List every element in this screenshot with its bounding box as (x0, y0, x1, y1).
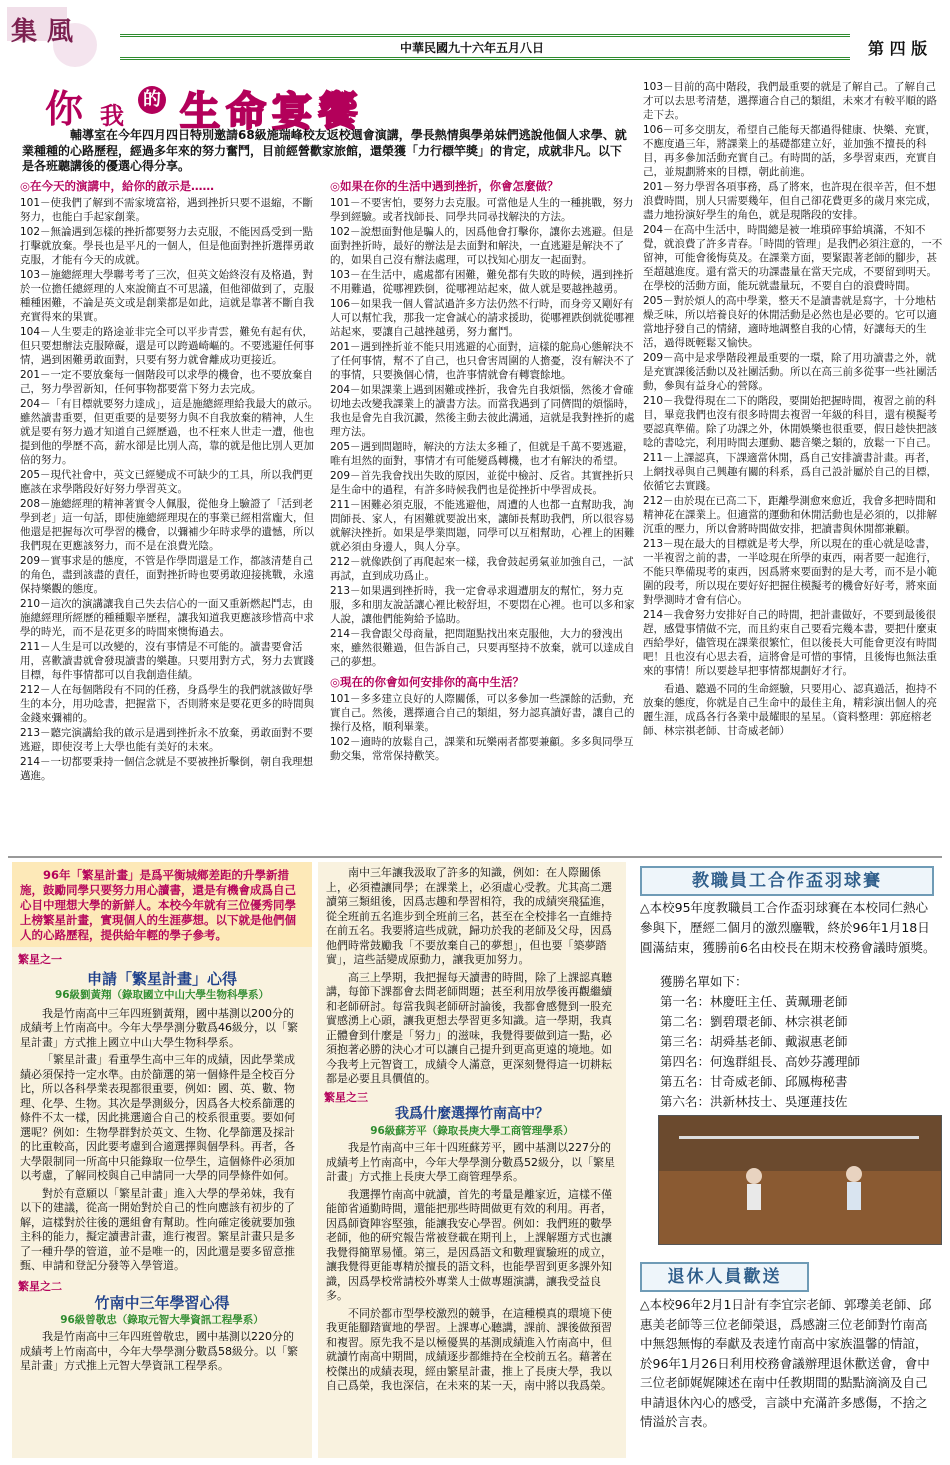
answers-list-2 (330, 196, 635, 669)
answer-entry: 212－由於現在已高二下，距離學測愈來愈近，我會多把時間和精神花在課業上。但適當的運動和休閒活動也是必須的，以排解沉重的壓力，所以會將時間做安排，把讀書與休閒都兼顧。 (643, 495, 937, 535)
feature-column-3 (643, 80, 943, 741)
answer-entry: 209－實事求是的態度，不管是作學問還是工作，都該清楚自己的角色，盡到該盡的責任，面對挫折時也要勇敢迎接挑戰，永遠保持樂觀的態度。 (20, 555, 314, 595)
answer-entry: 209－高中是求學階段裡最重要的一環，除了用功讀書之外，就是充實課後活動以及社團活動。所以在高三前多從事一些社團活動，參與有益身心的營隊。 (643, 352, 937, 392)
feature-column-1 (20, 176, 320, 784)
answers-list-1 (20, 196, 320, 783)
answer-entry: 102－適時的放鬆自己，課業和玩樂兩者都要兼顧。多多與同學互動交集，常常保持歡笑。 (330, 736, 634, 762)
answer-entry: 210－我覺得現在二下的階段，要開始把握時間，複習之前的科目，畢竟我們也沒有很多時間去複習一年級的科目，還有模擬考要認真準備。除了功課之外，休閒娛樂也很重要，假日趁快把該唸的書唸完，利用時間去運動、聽音樂之類的，放鬆一下自己。 (643, 395, 937, 449)
answer-entry: 214－我會跟父母商量，把問題點找出來克服他，大力的發洩出來，雖然很難過，但告訴自己，只要再堅持不放棄，就可以達成自己的夢想。 (330, 628, 635, 668)
answer-entry: 103－目前的高中階段，我們最重要的就是了解自己。了解自己才可以去思考清楚，選擇適合自己的類組，未來才有較平順的路走下去。 (643, 81, 937, 121)
badminton-photo (658, 1115, 942, 1245)
answer-entry: 210－這次的演講讓我自己失去信心的一面又重新燃起鬥志，由施總經理所經歷的種種艱辛歷程，讓我知道我更應該珍惜高中求學的時光，而不是花更多的時間來懊悔過去。 (20, 598, 314, 638)
answer-entry: 201－遇到挫折並不能只用逃避的心面對，這樣的鴕鳥心態解決不了任何事情，幫不了自己，也只會害周圍的人擔憂，沒有解決不了的事情，只要換個心情，也許事情就會有轉寰餘地。 (330, 341, 635, 381)
answer-entry: 214－我會努力安排好自己的時間，把計畫做好，不要到最後很趕，感覺事情做不完，而且約束自己要看完幾本書，要把什麼東西給學好，儘管現在課業很繁忙，但以後長大可能會更沒有時間吧！且也沒有心思去看，這將會是可惜的事情，且後悔也無法重來的事情！所以要趁早把事情都規劃好才行。 (643, 609, 937, 677)
feature-intro: 輔導室在今年四月四日特別邀請68級施瑞峰校友返校週會演講，學長熱情與學弟妹們逃說他個人求學、就業種種的心路歷程，經過多年來的努力奮鬥，目前經營歡家旅館，還榮獲「力行標竿獎」的肯定，成就非凡。以下是各班聽講後的優選心得分享。 (22, 128, 627, 173)
winner-item: 第四名：何逸群組長、高妙芬護理師 (660, 1054, 861, 1069)
question-1-heading: ◎在今天的演講中，給你的啟示是…… (20, 179, 215, 193)
retire-body: △本校96年2月1日計有李宜宗老師、郭瓈美老師、邱惠美老師等三位老師榮退，爲感謝三位老師對竹南高中無怨無悔的奉獻及表達竹南高中家族溫馨的情誼，於96年1月26日利用校務會議辦理退休歡送會，會中三位老師娓娓陳述在南中任教期間的點點滴滴及自己申請退休內心的感受，言談中充滿許多感傷，不捨之情溢於言表。 (640, 1297, 932, 1429)
title-char-of: 的 (138, 86, 166, 114)
star-paragraph: 對於有意願以「繁星計畫」進入大學的學弟妹，我有以下的建議，從高一開始對於自己的性向應該有初步的了解，這樣對於往後的選組會有幫助。性向確定後就要加強主科的能力，擬定讀書計畫，進行複習。繁星計畫只是多了一種升學的管道，並不是唯一的，因此還是要多留意推甄、申請和登記分發等入學管道。 (20, 1186, 295, 1272)
answer-entry: 101－不要害怕，要努力去克服。可當他是人生的一種挑戰，努力學到經驗。或者找師長、同學共同尋找解決的方法。 (330, 197, 634, 223)
star-2-body: 我是竹南高中三年四班曾敬忠，國中基測以220分的成績考上竹南高中，今年大學學測分數爲58級分。以「繁星計畫」方式推上元智大學資訊工程學系。 (20, 1330, 298, 1372)
title-main: 生命宴饗 (180, 89, 364, 135)
star-paragraph: 南中三年讓我汲取了許多的知識，例如：在人際關係上，必須禮讓同學；在課業上，必須虛心受教。尤其高二選讀第三類組後，因爲志趣和學習相符，我的成績突飛猛進，從全班前五名進步到全班前三名，甚至在全校排名一直維持在前五名。我要將這些成就，歸功於我的老師及父母，因爲他們時常鼓勵我「不要放棄自己的夢想」，但也要「築夢踏實」，這些話變成原動力，讓我更加努力。 (326, 866, 612, 966)
answer-entry: 101－多多建立良好的人際關係，可以多參加一些課餘的活動，充實自己。然後，選擇適合自己的類組，努力認真讀好書，讓自己的操行及格，順利畢業。 (330, 693, 635, 733)
star-3-label: 繁星之三 (324, 1090, 368, 1104)
star-paragraph: 不同於都市型學校激烈的競爭，在這種模真的環境下使我更能腳踏實地的學習。上課專心聽講，課前、課後做預習和複習。原先我不是以極優異的基測成績進入竹南高中，但就讀竹南高中期間，成績逐步都維持在全校前五名。藉著在校傑出的成績表現，經由繁星計畫，推上了長庚大學，我以自己爲榮，我也深信，在未來的某一天，南中將以我爲榮。 (326, 1306, 612, 1392)
answer-entry: 209－首先我會找出失敗的原因，並從中檢討、反省。其實挫折只是生命中的過程，有許多時候我們也是從挫折中學習成長。 (330, 470, 634, 496)
question-2-heading: ◎如果在你的生活中遇到挫折，你會怎麼做？ (330, 179, 559, 193)
answer-entry: 213－聽完演講給我的啟示是遇到挫折永不放棄，勇敢面對不要逃避，即使沒考上大學也能有美好的未來。 (20, 727, 314, 753)
answer-entry: 201－一定不要放棄每一個階段可以求學的機會，也不要放棄自己，努力學習新知，任何事物都要當下努力去完成。 (20, 369, 314, 395)
star-1-subtitle: 96級劉黃翔（錄取國立中山大學生物科學系） (54, 989, 270, 1001)
winner-item: 第五名：甘奇威老師、邱鳳梅秘書 (660, 1074, 848, 1089)
badminton-banner (640, 866, 934, 896)
star-column-middle (318, 862, 626, 1458)
title-char-me: 我 (100, 101, 124, 130)
answer-entry: 211－困難必須克服，不能逃避他，周遭的人也都一直幫助我，詢問師長、家人，有困難就要說出來，讓師長幫助我們，所以很容易就解決挫折。如果是學業問題，同學可以互相幫助，心裡上的困難就必須由身邊人，與人分享。 (330, 499, 635, 553)
answer-entry: 212－就像跌倒了再爬起來一樣，我會鼓起勇氣並加強自己，一試再試，直到成功爲止。 (330, 556, 634, 582)
answer-entry: 205－現代社會中，英文已經變成不可缺少的工具，所以我們更應該在求學階段好好努力學習英文。 (20, 469, 314, 495)
section-divider (8, 856, 942, 858)
star-1-label: 繁星之一 (18, 953, 62, 966)
star-2-label: 繁星之二 (18, 1279, 62, 1293)
answer-entry: 213－如果遇到挫折時，我一定會尋求週遭朋友的幫忙，努力克服，多和朋友說話讓心裡比較舒坦，不要悶在心裡。也可以多和家人說，讓他們能夠給予協助。 (330, 585, 635, 625)
question-3-heading: ◎現在的你會如何安排你的高中生活？ (330, 675, 525, 689)
masthead-logo (5, 5, 115, 75)
star-1-body (12, 1007, 312, 1274)
star-paragraph: 高三上學期，我把握每天讀書的時間，除了上課認真聽講，每節下課都會去問老師問題；甚至利用放學後再觀繼續和老師研討。每當我與老師研討論後，我都會感覺到一股充實感湧上心頭，讓我更想去學習更多知識。這一學期，我真正體會到什麼是「努力」的滋味，我覺得要做到這一點，必須抱著必勝的決心才可以讓自己提升到更高更遠的境地。如今我考上元智資工，成績令人滿意，更深刻覺得這一切耕耘都是必要且具價值的。 (326, 970, 612, 1085)
answer-entry: 106－如果我一個人嘗試過許多方法仍然不行時，而身旁又剛好有人可以幫忙我，那我一定會誠心的請求援助，從哪裡跌倒就從哪裡站起來，要讓自己越挫越勇，努力奮鬥。 (330, 298, 635, 338)
badminton-photo-graphic (659, 1116, 941, 1244)
star-paragraph: 「繁星計畫」看重學生高中三年的成績，因此學業成績必須保持一定水準。由於篩選的第一個條件是全校百分比，所以各科學業表現都很重要，例如：國、英、數、物理、化學、生物。其次是學測級分，因爲各大校系篩選的條件不太一樣，因此挑選適合自己的校系很重要。要如何選呢？例如：生物學群對於英文、生物、化學篩選及採計的比重較高，因此要考慮到合適選擇與個學科。再者，各大學限制同一所高中只能錄取一位學生，這個條件必須加以考慮，了解同校與自己申請同一大學的同學條件如何。 (20, 1053, 295, 1182)
answer-entry: 212－人在每個階段有不同的任務，身爲學生的我們就該做好學生的本分，用功唸書，把握當下，否則將來是要花更多的時間與金錢來彌補的。 (20, 684, 314, 724)
star-paragraph: 我是竹南高中三年四班劉黃翔，國中基測以200分的成績考上竹南高中。今年大學學測分數爲46級分，以「繁星計畫」方式推上國立中山大學生物科學系。 (20, 1006, 298, 1049)
badminton-body: △本校95年度教職員工合作盃羽球賽在本校同仁熱心參與下，歷經二個月的激烈鏖戰，終於96年1月18日圓滿結束，獲勝前6名由校長在期末校務會議時頒獎。 (640, 900, 936, 955)
answer-entry: 106－可多交朋友，希望自己能每天都過得健康、快樂、充實，不應度過三年，將課業上的基礎都建立好，並加強不擅長的科目，再多參加活動充實自己。有時間的話，多學習東西，充實自己，並規劃將來的目標，朝此前進。 (643, 124, 937, 178)
winners-list (660, 992, 940, 1112)
answer-entry: 211－人生是可以改變的，沒有事情是不可能的。讀書要會活用，喜歡讀書就會發現讀書的樂趣。只要用對方式，努力去實踐目標，每件事情都可以自我創造佳績。 (20, 641, 314, 681)
badminton-title: 教職員工合作盃羽球賽 (692, 871, 882, 891)
date-bar (120, 34, 850, 60)
answer-entry: 201－努力學習各項事務，爲了將來，也許現在很辛苦，但不想浪費時間，別人只需要幾年，但自己卻花費更多的歲月來完成，盡力地扮演好學生的角色，就是現階段的安排。 (643, 181, 937, 221)
answer-entry: 204－「有目標就要努力達成」，這是施總經理給我最大的啟示。雖然讀書重要，但更重要的是要努力與不自我放棄的精神，人生就是要有努力過才知道自己經歷過，也不枉來人世走一遭，他也提到他的學歷不高，薪水卻是比別人高，靠的就是他比別人更加倍的努力。 (20, 398, 319, 466)
answer-entry: 204－在高中生活中，時間總是被一堆瑣碎事給填滿，不知不覺，就浪費了許多青春。「時間的管理」是我們必須注意的，一不留神，可能會後悔莫及。在課業方面，要緊跟著老師的腳步，甚至超越進度。還有當天的功課盡量在當天完成，不要留到明天。在學校的活動方面，能玩就盡量玩，不要自白的浪費時間。 (643, 224, 943, 292)
answer-entry: 208－施總經理的精神著實令人佩服，從他身上驗證了「活到老學到老」這一句話，即使施總經理現在的事業已經相當龐大，但他還是把握每次可學習的機會，以彌補少年時求學的遺憾，所以我們現在更應該努力，而不是在浪費光陰。 (20, 498, 314, 552)
winner-item: 第二名：劉碧環老師、林宗祺老師 (660, 1014, 848, 1029)
star-3-body (318, 1141, 626, 1394)
answer-entry: 205－遇到問題時，解決的方法太多種了，但就是千萬不要逃避，唯有坦然的面對，事情才有可能變爲轉機，也才有解決的希望。 (330, 441, 634, 467)
answers-list-3-cont (643, 80, 943, 678)
answer-entry: 204－如果課業上遇到困難或挫折，我會先自我煩惱，然後才會確切地去改變我課業上的讀書方法。而當我遇到了同儕間的煩惱時，我也是會先自我沉澱，然後主動去彼此溝通，這就是我對挫折的處理方法。 (330, 384, 635, 438)
star-paragraph: 我選擇竹南高中就讀，首先的考量是離家近，這樣不僅能節省通勤時間，還能把那些時間做更有效的利用。再者，因爲師資陣容堅強，能讓我安心學習。例如：我們班的數學老師，他的研究報告常被登載在期刊上，上課解題方式也讓我覺得簡單易懂。第三，是因爲語文和數理實驗班的成立，讓我覺得更能專精於擅長的語文科，也能學習到更多課外知識，因爲學校常請校外專業人士做專題演講，讓我受益良多。 (326, 1187, 612, 1302)
answer-entry: 205－對於煩人的高中學業，整天不是讀書就是寫字，十分地枯燥乏味，所以培養良好的休閒活動是必然也是必要的。它可以適當地抒發自己的情緒，適時地調整自我的心情，好讓每天的生活，過得既輕鬆又愉快。 (643, 295, 937, 349)
title-char-you: 你 (45, 86, 84, 131)
issue-date: 中華民國九十六年五月八日 (400, 41, 545, 55)
badminton-list-title: 獲勝名單如下： (660, 974, 748, 989)
star-column-left (12, 862, 312, 1458)
answer-entry: 103－施總經理大學聯考考了三次，但英文始終沒有及格過，對於一位擔任總經理的人來說簡直不可思議，但他卻做到了，克服種種困難，不論是英文或是創業都是如此，這就是靠著不斷自我充實得來的果實。 (20, 269, 314, 323)
star-paragraph: 我是竹南高中三年十四班蘇芳平，國中基測以227分的成績考上竹南高中，今年大學學測分數爲52級分，以「繁星計畫」方式推上長庚大學工商管理學系。 (326, 1141, 615, 1183)
star-1-title: 申請「繁星計畫」心得 (86, 969, 237, 988)
feature-closing: 看過、聽過不同的生命經驗，只要用心、認真過活，抱持不放棄的態度，你就是自己生命中的最佳主角，精彩演出個人的亮麗生涯，成爲各行各業中最耀眼的星星。（資料整理：郭庭榕老師、林宗祺老師、甘奇威老師） (643, 683, 937, 737)
winner-item: 第三名：胡舜基老師、戴淑惠老師 (660, 1034, 848, 1049)
logo-text: 集風 (11, 17, 84, 47)
answer-entry: 103－在生活中，處處都有困難，難免都有失敗的時候，遇到挫折不用難過，從哪裡跌倒，從哪裡站起來，做人就是要越挫越勇。 (330, 269, 634, 295)
winner-item: 第一名：林慶旺主任、黃珮珊老師 (660, 994, 848, 1009)
star-intro: 96年「繁星計畫」是爲平衡城鄉差距的升學新措施，鼓勵同學只要努力用心讀書，還是有機會成爲自己心目中理想大學的新鮮人。本校今年就有三位優秀同學上榜繁星計畫，實現個人的生涯夢想。以下就是他們個人的心路歷程，提供給年輕的學子參考。 (12, 862, 312, 947)
feature-title (40, 78, 640, 135)
star-2-subtitle: 96級曾敬忠（錄取元智大學資訊工程學系） (60, 1313, 264, 1326)
page-number: 第 四 版 (868, 39, 928, 58)
answer-entry: 102－說想面對他是騙人的，因爲他會打擊你，讓你去逃避。但是面對挫折時，最好的辦法是去面對和解決，一直逃避是解決不了的，如果自己沒有辦法處理，可以找知心朋友一起面對。 (330, 226, 634, 266)
answer-entry: 101－使我們了解到不需家境富裕，遇到挫折只要不退縮，不斷努力，也能白手起家創業。 (20, 197, 314, 223)
retire-title: 退休人員歡送 (667, 1267, 782, 1287)
answer-entry: 104－人生要走的路途並非完全可以平步青雲，難免有起有伏，但只要想辦法克服障礙，還是可以跨過崎嶇的。不要逃避任何事情，遇到困難勇敢面對，只要有努力就會離成功更接近。 (20, 326, 314, 366)
star-2-body-cont (318, 862, 626, 1087)
answer-entry: 214－一切都要秉持一個信念就是不要被挫折擊倒，朝自我理想邁進。 (20, 756, 314, 782)
star-2-title: 竹南中三年學習心得 (94, 1294, 230, 1312)
star-3-title: 我爲什麼選擇竹南高中？ (395, 1106, 549, 1122)
star-3-subtitle: 96級蘇芳平（錄取長庚大學工商管理學系） (370, 1124, 574, 1137)
answers-list-3 (330, 692, 635, 763)
answer-entry: 102－無論遇到怎樣的挫折都要努力去克服，不能因爲受到一點打擊就放棄。學長也是平凡的一個人，但是他面對挫折選擇勇敢克服，才能有今天的成就。 (20, 226, 314, 266)
answer-entry: 213－現在最大的目標就是考大學，所以現在的重心就是唸書，一半複習之前的書，一半唸現在所學的東西，兩者要一起進行，不能只準備現考的東西，因爲將來要面對的是大考，而不是小範圍的段考，所以現在要好好把握住模擬考的機會好好考，將來面對學測時才會有信心。 (643, 538, 937, 606)
feature-column-2 (330, 176, 635, 764)
retire-banner (640, 1262, 809, 1292)
winner-item: 第六名：洪新林技士、吳運蓮技佐 (660, 1094, 848, 1109)
answer-entry: 211－上課認真，下課適當休閒，爲自己安排讀書計畫。再者，上網找尋與自己興趣有關的科系，爲自己設計屬於自己的目標，依循它去實踐。 (643, 452, 937, 492)
